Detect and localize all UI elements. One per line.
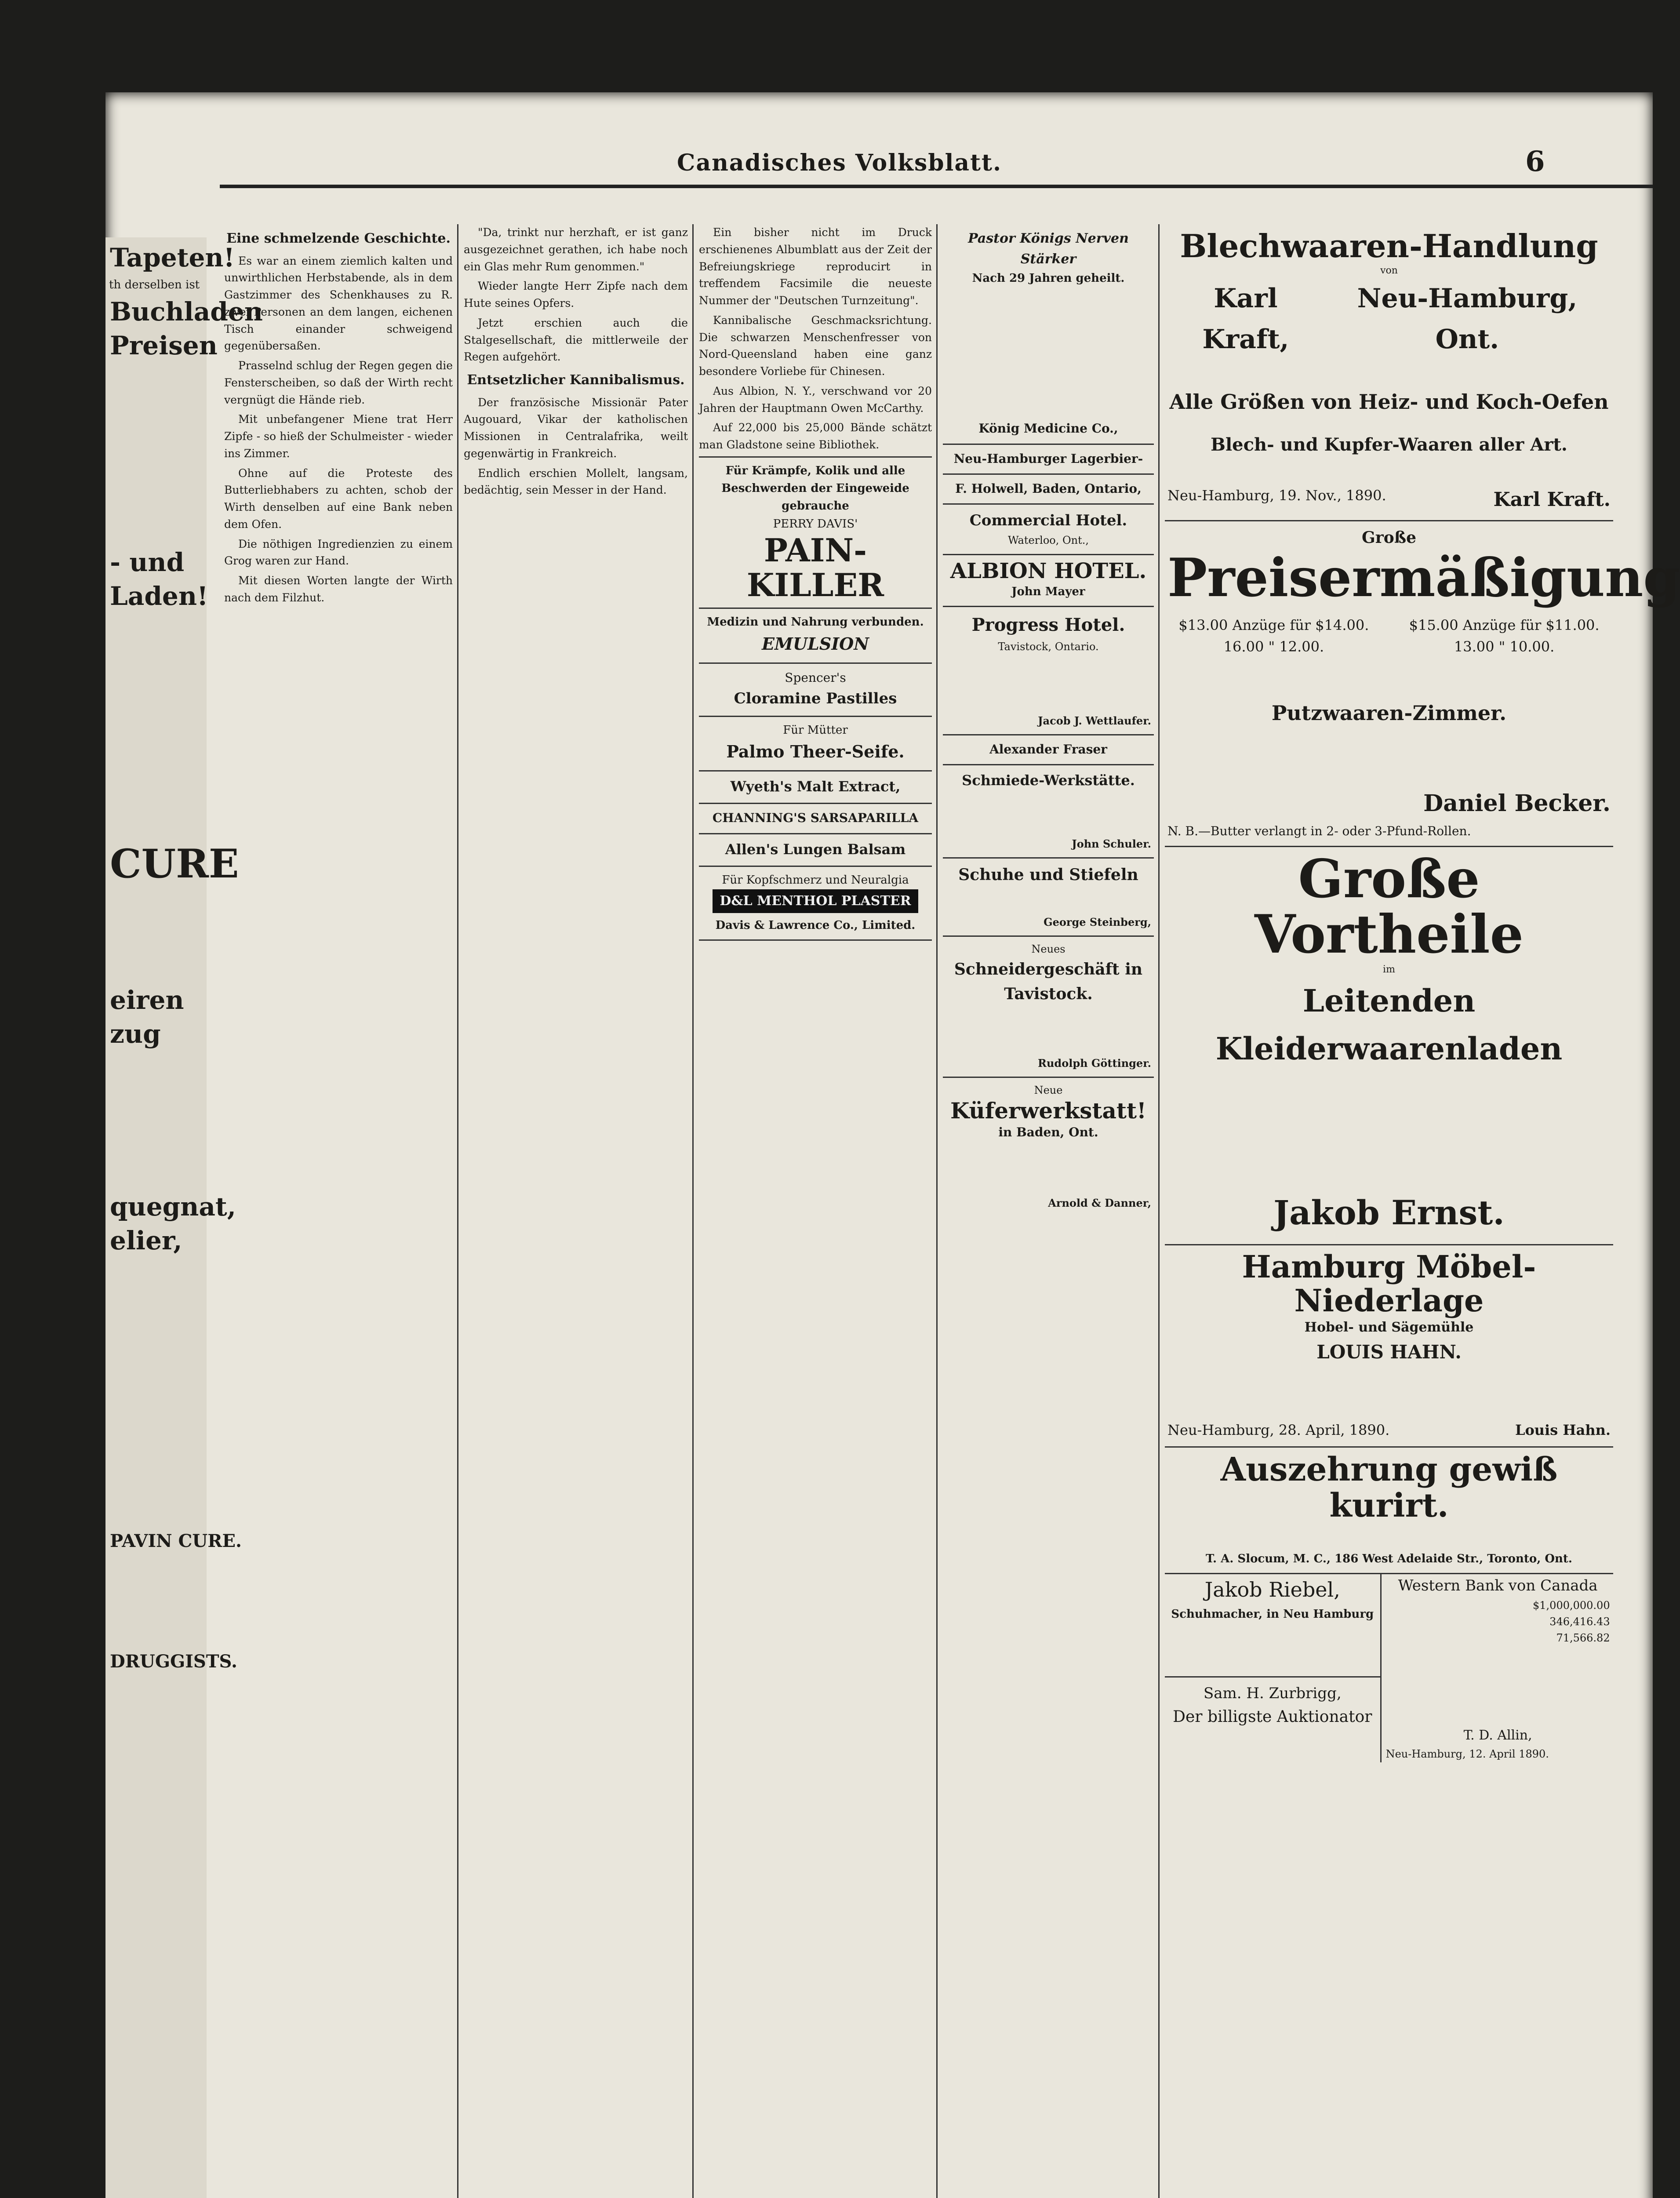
ad-heading: Alexander Fraser [989,742,1107,757]
ad-heading: Preisermäßigung [1167,546,1680,609]
ad-heading: Schuhe und Stiefeln [958,865,1138,884]
newspaper-page [105,92,1680,2198]
ad-fraser [943,735,1154,765]
ad-subheading: Blech- und Kupfer-Waaren aller Art. [1211,434,1567,455]
ad-subheading: Der billigste Auktionator [1173,1708,1372,1726]
ad-smithy [943,765,1154,859]
ad-product: Wyeth's Malt Extract, [730,778,901,795]
article-title: Eine schmelzende Geschichte. [226,231,451,246]
ad-advantages [1165,847,1613,1245]
ad-name: LOUIS HAHN. [1316,1341,1462,1363]
article-paragraph: Auf 22,000 bis 25,000 Bände schätzt man Gladstone seine Bibliothek. [699,421,932,451]
ad-bank [1386,1574,1610,1762]
ad-heading: Blechwaaren-Handlung [1180,227,1598,265]
ad-product: PAIN-KILLER [746,531,884,604]
ad-heading: Neu-Hamburger Lagerbier- [953,451,1143,466]
ad-furniture [1165,1245,1613,1448]
article-paragraph: Kannibalische Geschmacksrichtung. Die schwarzen Menschenfresser von Nord-Queensland haben eine ganz besondere Vorliebe für Chinesen. [699,313,932,378]
fragment-text: elier, [110,1225,182,1255]
ad-heading: Sam. H. Zurbrigg, [1165,1676,1380,1705]
article-paragraph: Der französische Missionär Pater Augouard, Vikar der katholischen Missionen in Centralafrika, weilt gegenwärtig in Frankreich. [464,396,688,460]
ad-place: in Baden, Ont. [998,1125,1098,1140]
ad-date: Neu-Hamburg, 28. April, 1890. [1167,1421,1390,1438]
ad-von: von [1380,265,1398,277]
article-paragraph: Jetzt erschien auch die Stalgesellschaft, die mittlerweile der Regen aufgehört. [464,316,688,364]
ad-emulsion [699,609,932,663]
ad-progress-hotel [943,607,1154,735]
column-4 [943,224,1154,2198]
ad-heading: Küferwerkstatt! [950,1098,1146,1124]
column-1 [224,224,453,2198]
ad-tailor [943,937,1154,1078]
bank-paid: 346,416.43 [1549,1616,1610,1628]
ad-heading: Auszehrung gewiß kurirt. [1220,1451,1558,1525]
ad-cooper [943,1078,1154,1216]
bank-surplus: 71,566.82 [1556,1632,1610,1645]
article-paragraph: Ohne auf die Proteste des Butterliebhabers zu achten, schob der Wirth denselben auf eine Bank neben dem Ofen. [224,466,453,531]
ad-heading: Schneidergeschäft in Tavistock. [954,960,1143,1003]
bottom-ads [1165,1574,1613,1762]
ad-shoes [943,859,1154,937]
column-divider [936,224,938,2198]
page-number: 6 [1525,145,1545,178]
fragment-text: zug [110,1019,161,1049]
ad-subheading: Alle Größen von Heiz- und Koch-Oefen [1169,390,1609,414]
ad-commercial-hotel [943,505,1154,555]
ad-soap [699,717,932,771]
ad-product: CHANNING'S SARSAPARILLA [712,811,919,826]
ad-sarsaparilla [699,804,932,834]
ad-signature: Daniel Becker. [1423,790,1611,817]
header-rule [220,185,1653,188]
price-line: $13.00 Anzüge für $14.00. [1178,616,1369,633]
column-divider [692,224,694,2198]
ad-heading: ALBION HOTEL. [950,559,1147,584]
fragment-text: Tapeten! [110,243,235,273]
article-paragraph: Die nöthigen Ingredienzien zu einem Grog waren zur Hand. [224,537,453,568]
ad-heading: Medizin und Nahrung verbunden. [707,615,924,629]
ad-plaster [699,867,932,941]
price-line: $15.00 Anzüge für $11.00. [1409,616,1600,633]
price-line: 13.00 " 10.00. [1454,638,1555,655]
ad-consumption [1165,1448,1613,1574]
column-2 [464,224,688,2198]
ad-name: Karl Kraft, [1202,283,1289,355]
fragment-text: CURE [110,841,239,888]
ad-nerve-tonic [943,224,1154,445]
ad-tag: Neue [1034,1084,1063,1096]
fragment-text: - und [110,547,185,577]
article-paragraph: Ein bisher nicht im Druck erschienenes Albumblatt aus der Zeit der Befreiungskriege reproducirt in treffendem Facsimile die neueste Nummer der "Deutschen Turnzeitung". [699,226,932,307]
price-line: 16.00 " 12.00. [1223,638,1324,655]
ad-tag: Neues [1031,943,1065,955]
ad-place: Waterloo, Ont., [1007,534,1089,547]
ad-heading: Progress Hotel. [971,615,1125,636]
ad-heading: F. Holwell, Baden, Ontario, [955,481,1142,496]
article-title: Entsetzlicher Kannibalismus. [467,372,685,388]
ad-product: EMULSION [762,633,869,654]
ad-pastilles [699,664,932,717]
ad-holwell [943,475,1154,505]
fragment-text: quegnat, [110,1191,236,1222]
ad-signature: Rudolph Göttinger. [1038,1056,1151,1070]
ad-heading: Große Vortheile [1255,848,1524,966]
ad-place: Neu-Hamburg, Ont. [1357,283,1578,355]
ad-heading: Für Kopfschmerz und Neuralgia [722,873,909,887]
ad-date: Neu-Hamburg, 19. Nov., 1890. [1167,487,1386,504]
ad-signature: Louis Hahn. [1515,1421,1611,1438]
ad-albion-hotel [943,555,1154,607]
ad-heading: Pastor Königs Nerven Stärker [968,231,1129,267]
ad-price-reduction [1165,521,1680,847]
ad-tinware [1165,224,1613,521]
article-paragraph: Es war an einem ziemlich kalten und unwirthlichen Herbstabende, als in dem Gastzimmer des Schenkhauses zu R. zwei Personen an dem langen, eichenen Tisch einander schweigend gegenübersaßen. [224,254,453,353]
ad-product: D&L MENTHOL PLASTER [713,889,918,913]
fragment-text: PAVIN CURE. [110,1530,242,1551]
ad-painkiller [699,456,932,609]
ad-signature: John Schuler. [1072,837,1151,850]
ad-company: Davis & Lawrence Co., Limited. [715,919,916,932]
ad-heading: Für Krämpfe, Kolik und alle Beschwerden der Eingeweide gebrauche [721,464,909,513]
ad-subheading: Putzwaaren-Zimmer. [1271,701,1507,725]
ad-date: Neu-Hamburg, 12. April 1890. [1385,1747,1549,1760]
ad-signature: Arnold & Danner, [1048,1196,1151,1209]
ad-heading: Schmiede-Werkstätte. [962,772,1135,789]
ad-signature: T. D. Allin, [1463,1728,1532,1743]
ad-subheading: Nach 29 Jahren geheilt. [972,272,1125,285]
ad-subheading: Schuhmacher, in Neu Hamburg [1171,1608,1374,1621]
ad-note: N. B.—Butter verlangt in 2- oder 3-Pfund-Rollen. [1167,823,1471,838]
article-paragraph: Mit unbefangener Miene trat Herr Zipfe - so hieß der Schulmeister - wieder ins Zimmer. [224,413,453,460]
ad-product: Palmo Theer-Seife. [726,741,905,761]
ad-brand: Spencer's [785,670,846,685]
ad-heading: Jakob Riebel, [1204,1578,1340,1602]
ad-signature: Karl Kraft. [1493,488,1611,511]
ad-product: Allen's Lungen Balsam [725,841,906,858]
ad-subheading: Hobel- und Sägemühle [1304,1319,1474,1335]
ad-heading: Für Mütter [783,723,848,737]
column-divider [1158,224,1160,2198]
ad-owner: John Mayer [1011,585,1085,599]
article-paragraph: Aus Albion, N. Y., verschwand vor 20 Jahren der Hauptmann Owen McCarthy. [699,384,932,415]
column-3 [699,224,932,2198]
ad-place: Tavistock, Ontario. [998,640,1099,653]
bank-capital: $1,000,000.00 [1533,1599,1610,1612]
article-paragraph: Endlich erschien Mollelt, langsam, bedächtig, sein Messer in der Hand. [464,466,688,497]
masthead: Canadisches Volksblatt. [677,149,1002,176]
ad-im: im [1383,964,1395,975]
column-divider [457,224,458,2198]
ad-subheading: Leitenden Kleiderwaarenladen [1215,983,1563,1067]
fragment-text: DRUGGISTS. [110,1651,237,1672]
fragment-text: th derselben ist [109,278,200,291]
article-paragraph: Prasselnd schlug der Regen gegen die Fensterscheiben, so daß der Wirth recht vergnügt die Hände rieb. [224,359,453,406]
adjacent-page-fragment [105,237,263,2198]
ad-heading: Commercial Hotel. [969,512,1127,530]
ad-pre: Große [1362,528,1416,547]
fragment-text: Laden! [110,581,208,611]
column-5 [1165,224,1680,2198]
ad-signature: Jakob Ernst. [1273,1193,1505,1233]
fragment-text: eiren [110,985,184,1015]
ad-brand: PERRY DAVIS' [773,517,858,531]
fragment-text: Buchladen [110,296,263,327]
ad-lagerbier [943,445,1154,475]
article-paragraph: Wieder langte Herr Zipfe nach dem Hute seines Opfers. [464,280,688,309]
fragment-text: Preisen [110,330,218,360]
article-paragraph: "Da, trinkt nur herzhaft, er ist ganz ausgezeichnet gerathen, ich habe noch ein Glas mehr Rum genommen." [464,226,688,273]
ad-balsam [699,834,932,867]
ad-heading: Hamburg Möbel-Niederlage [1242,1248,1536,1319]
ad-malt [699,771,932,804]
ad-signature: George Steinberg, [1044,915,1151,928]
ad-company: König Medicine Co., [978,421,1118,436]
ad-shoemaker [1165,1574,1382,1762]
ad-product: Cloramine Pastilles [734,689,897,707]
ad-signature: Jacob J. Wettlaufer. [1038,714,1151,727]
ad-company: T. A. Slocum, M. C., 186 West Adelaide Str., Toronto, Ont. [1206,1552,1572,1565]
article-paragraph: Mit diesen Worten langte der Wirth nach dem Filzhut. [224,574,453,604]
ad-heading: Western Bank von Canada [1398,1577,1598,1595]
